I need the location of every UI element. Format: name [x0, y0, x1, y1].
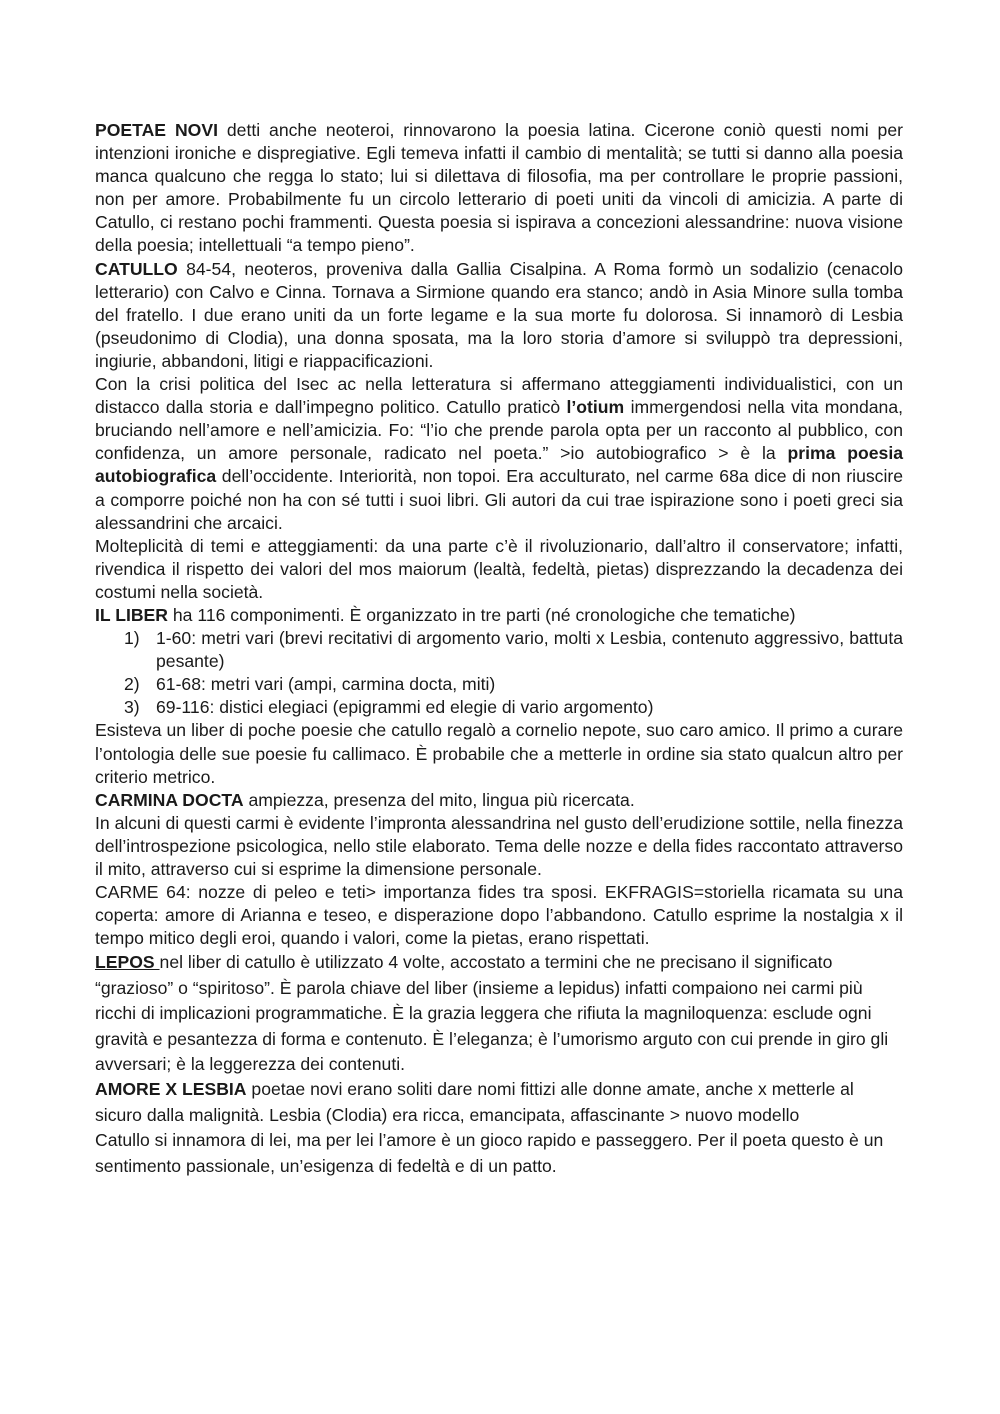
paragraph-amore-lesbia — [95, 1077, 903, 1128]
paragraph-text: poetae novi erano soliti dare nomi fittizi alle donne amate, anche x metterle al sicuro dalla malignità. Lesbia (Clodia) era ricca, emancipata, affascinante > nuovo modello — [95, 1079, 854, 1125]
paragraph-catullo-innamora: Catullo si innamora di lei, ma per lei l’amore è un gioco rapido e passeggero. Per il poeta questo è un sentimento passionale, un’esigenza di fedeltà e di un patto. — [95, 1130, 884, 1176]
list-text: 61-68: metri vari (ampi, carmina docta, miti) — [156, 674, 496, 695]
paragraph-text: dell’occidente. Interiorità, non topoi. Era acculturato, nel carme 68a dice di non riuscire a comporre poiché non ha con sé tutti i suoi libri. Gli autori da cui trae ispirazione sono i poeti greci sia alessandrini che arcaici. — [95, 466, 903, 533]
heading-poetae-novi: POETAE NOVI — [95, 120, 218, 140]
paragraph-poetae-novi — [95, 119, 903, 258]
paragraph-text: ha 116 componimenti. È organizzato in tre parti (né cronologiche che tematiche) — [168, 604, 796, 625]
paragraph-lepos — [95, 950, 903, 1077]
list-number: 1) — [124, 628, 140, 649]
paragraph-text: ampiezza, presenza del mito, lingua più ricercata. — [243, 789, 635, 810]
document-page — [95, 119, 903, 1179]
paragraph-text: 84-54, neoteros, proveniva dalla Gallia Cisalpina. A Roma formò un sodalizio (cenacolo letterario) con Calvo e Cinna. Tornava a Sirmione quando era stanco; andò in Asia Minore sulla tomba del fratello. I due erano uniti da un forte legame e la sua morte fu dolorosa. Si innamorò di Lesbia (pseudonimo di Clodia), una donna sposata, ma la loro storia d’amore si sviluppò tra depressioni, ingiurie, abbandoni, litigi e riappacificazioni. — [95, 258, 903, 371]
paragraph-otium — [95, 373, 903, 535]
list-item — [124, 696, 903, 719]
bold-term-autobiografica: prima poesia autobiografica — [95, 443, 903, 487]
bold-term-otium: l’otium — [566, 397, 625, 418]
heading-catullo: CATULLO — [95, 258, 178, 279]
list-item — [124, 627, 903, 673]
paragraph-liber-history: Esisteva un liber di poche poesie che catullo regalò a cornelio nepote, suo caro amico. Il primo a curare l’ontologia delle sue poesie fu callimaco. È probabile che a metterle in ordine sia stato qualcun altro per criterio metrico. — [95, 720, 903, 787]
paragraph-text: immergendosi nella vita mondana, bruciando nell’amore e nell’amicizia. Fo: “l’io che prende parola opta per un racconto al pubblico, con confidenza, un amore personale, radicato nel poeta.” >io autobiografico > è la — [95, 397, 903, 464]
paragraph-text: detti anche neoteroi, rinnovarono la poesia latina. Cicerone coniò questi nomi per intenzioni ironiche e dispregiative. Egli temeva infatti il cambio di mentalità; se tutti si danno alla poesia manca qualcuno che regga lo stato; lui si dilettava di filosofia, ma per controllare le proprie passioni, non per amore. Probabilmente fu un circolo letterario di poeti uniti da vincoli di amicizia. A parte di Catullo, ci restano pochi frammenti. Questa poesia si ispirava a concezioni alessandrine: nuova visione della poesia; intellettuali “a tempo pieno”. — [95, 120, 903, 256]
heading-il-liber: IL LIBER — [95, 604, 168, 625]
paragraph-alessandrina: In alcuni di questi carmi è evidente l’impronta alessandrina nel gusto dell’erudizione sottile, nella finezza dell’introspezione psicologica, nello stile elaborato. Tema delle nozze e della fides raccontato attraverso il mito, attraverso cui si esprime la dimensione personale. — [95, 812, 903, 879]
list-number: 2) — [124, 674, 140, 695]
list-text: 1-60: metri vari (brevi recitativi di argomento vario, molti x Lesbia, contenuto aggressivo, battuta pesante) — [156, 628, 903, 672]
list-text: 69-116: distici elegiaci (epigrammi ed elegie di vario argomento) — [156, 697, 654, 718]
paragraph-temi: Molteplicità di temi e atteggiamenti: da una parte c’è il rivoluzionario, dall’altro il conservatore; infatti, rivendica il rispetto dei valori del mos maiorum (lealtà, fedeltà, pietas) disprezzando la decadenza dei costumi nella società. — [95, 535, 903, 602]
list-item — [124, 673, 903, 696]
paragraph-text: nel liber di catullo è utilizzato 4 volte, accostato a termini che ne precisano il significato “grazioso” o “spiritoso”. È parola chiave del liber (insieme a lepidus) infatti compaiono nei carmi più ricchi di implicazioni programmatiche. È la grazia leggera che rifiuta la magniloquenza: esclude ogni gravità e pesantezza di forma e contenuto. È l’eleganza; è l’umorismo arguto con cui prende in giro gli avversari; è la leggerezza dei contenuti. — [95, 952, 889, 1074]
heading-lepos: LEPOS — [95, 952, 160, 973]
paragraph-catullo — [95, 258, 903, 373]
liber-parts-list — [95, 627, 903, 719]
paragraph-il-liber — [95, 604, 903, 627]
paragraph-carme-64: CARME 64: nozze di peleo e teti> importanza fides tra sposi. EKFRAGIS=storiella ricamata su una coperta: amore di Arianna e teseo, e disperazione dopo l’abbandono. Catullo esprime la nostalgia x il tempo mitico degli eroi, quando i valori, come la pietas, erano rispettati. — [95, 882, 903, 949]
paragraph-carmina-docta — [95, 789, 903, 812]
paragraph-text: Con la crisi politica del Isec ac nella letteratura si affermano atteggiamenti individualistici, con un distacco dalla storia e dall’impegno politico. Catullo praticò — [95, 374, 903, 418]
heading-carmina-docta: CARMINA DOCTA — [95, 789, 244, 810]
list-number: 3) — [124, 697, 140, 718]
heading-amore-lesbia: AMORE X LESBIA — [95, 1079, 247, 1100]
